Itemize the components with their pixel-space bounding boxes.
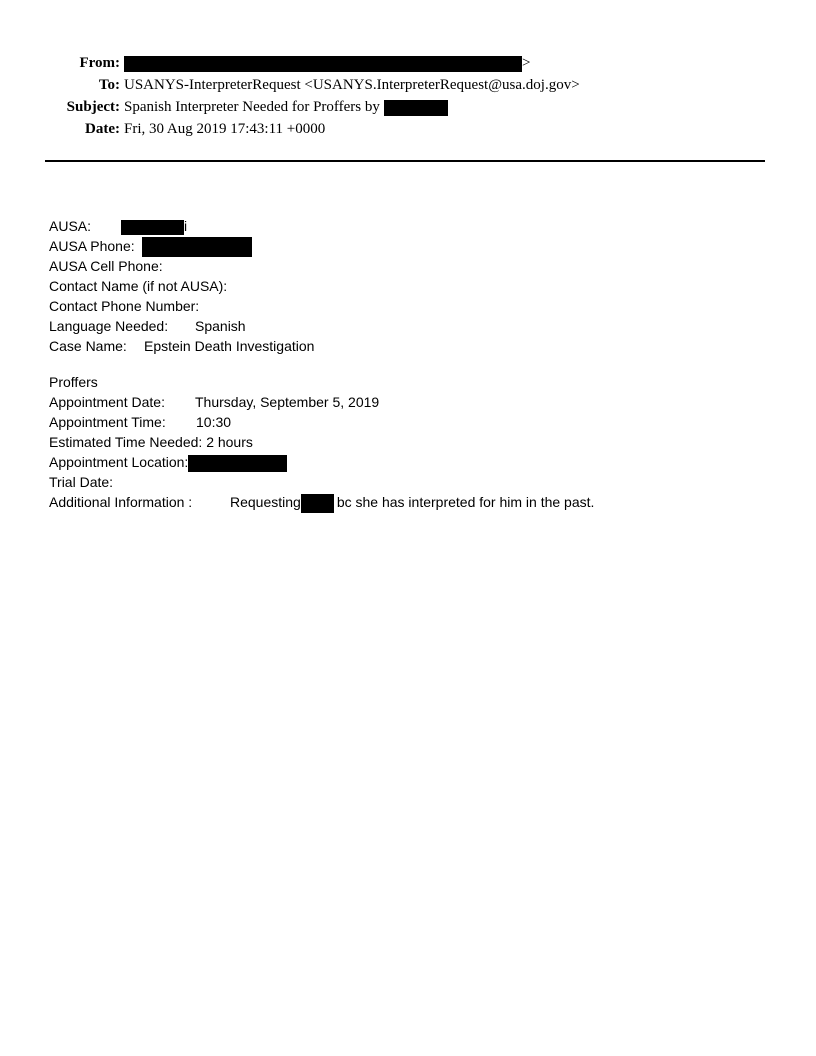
case-value: Epstein Death Investigation (144, 338, 315, 354)
from-row (0, 52, 816, 74)
appt-date-label: Appointment Date: (49, 394, 165, 410)
language-label: Language Needed: (49, 318, 169, 334)
date-value: Fri, 30 Aug 2019 17:43:11 +0000 (124, 121, 326, 137)
redaction-block (121, 220, 184, 235)
redaction-block (142, 237, 252, 257)
appt-date-row (49, 392, 380, 412)
appt-location-label: Appointment Location: (49, 454, 189, 470)
appt-time-row (49, 412, 287, 432)
case-label: Case Name: (49, 338, 127, 354)
subject-row (0, 96, 816, 118)
ausa-phone-row (49, 236, 287, 256)
ausa-phone-value (142, 236, 252, 257)
est-time-value: 2 hours (206, 434, 253, 450)
request-body (49, 216, 595, 512)
trial-date-label: Trial Date: (49, 474, 114, 490)
from-value (124, 52, 530, 74)
to-value: USANYS-InterpreterRequest <USANYS.InterpreterRequest@usa.doj.gov> (124, 77, 580, 93)
appt-date-value: Thursday, September 5, 2019 (195, 394, 380, 410)
additional-suffix: bc she has interpreted for him in the past. (336, 494, 595, 510)
trial-date-row (49, 472, 287, 492)
ausa-label: AUSA: (49, 218, 92, 234)
email-header (0, 52, 816, 140)
additional-prefix: Requesting (230, 494, 301, 510)
appt-time-label: Appointment Time: (49, 414, 166, 430)
additional-label: Additional Information : (49, 494, 193, 510)
date-row (0, 118, 816, 140)
subject-label: Subject: (66, 99, 120, 115)
contact-phone-row (49, 296, 287, 316)
ausa-suffix: i (184, 218, 188, 234)
appt-location-row (49, 452, 287, 472)
ausa-row (49, 216, 287, 236)
contact-name-row (49, 276, 287, 296)
contact-name-label: Contact Name (if not AUSA): (49, 278, 228, 294)
from-label: From: (79, 55, 120, 71)
redaction-block (384, 100, 448, 116)
ausa-value (121, 216, 187, 236)
est-time-row (49, 432, 287, 452)
ausa-phone-label: AUSA Phone: (49, 238, 135, 254)
redaction-block (188, 455, 287, 472)
ausa-cell-label: AUSA Cell Phone: (49, 258, 163, 274)
to-label: To: (98, 77, 120, 93)
to-row (0, 74, 816, 96)
subject-value (124, 96, 448, 118)
appt-time-value: 10:30 (196, 414, 232, 430)
date-label: Date: (85, 121, 120, 137)
language-row (49, 316, 287, 336)
redaction-block (301, 494, 334, 513)
additional-value (230, 492, 594, 513)
est-time-label: Estimated Time Needed: (49, 434, 203, 450)
from-suffix: > (522, 55, 531, 71)
section-title-row (49, 372, 287, 392)
additional-row (49, 492, 595, 512)
subject-text: Spanish Interpreter Needed for Proffers by (124, 99, 380, 115)
case-row (49, 336, 315, 356)
header-divider (45, 160, 765, 162)
contact-phone-label: Contact Phone Number: (49, 298, 200, 314)
redaction-block (124, 56, 522, 72)
ausa-cell-row (49, 256, 287, 276)
language-value: Spanish (195, 318, 246, 334)
section-title: Proffers (49, 374, 98, 390)
